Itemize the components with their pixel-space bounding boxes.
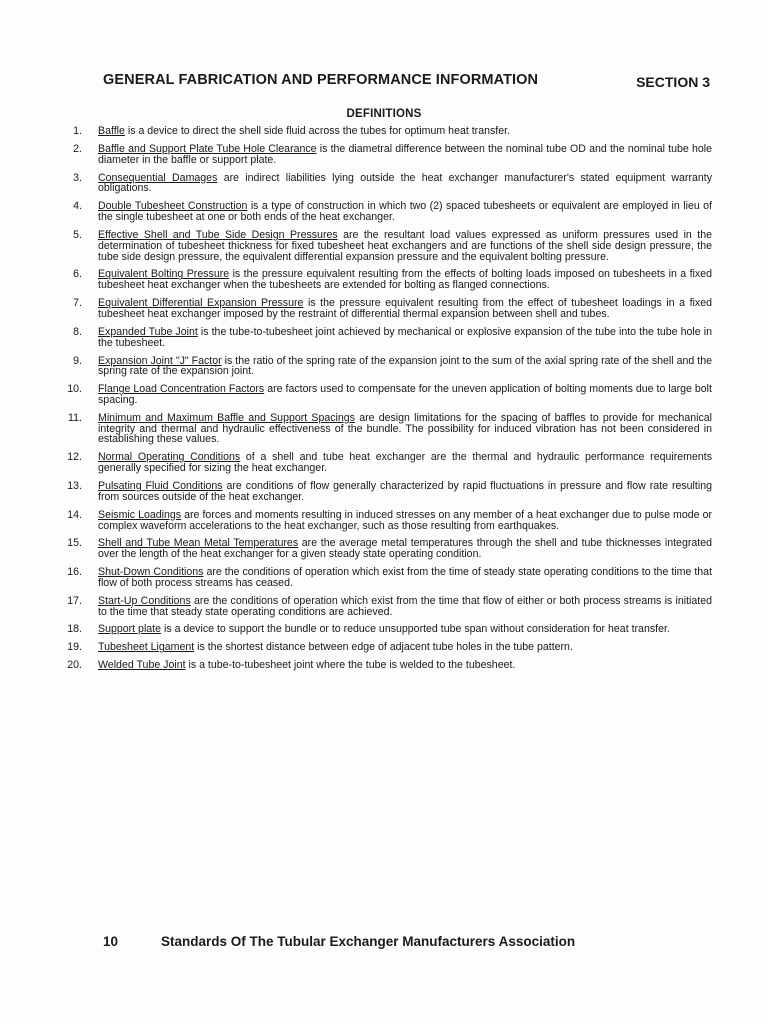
definition-item (52, 144, 712, 166)
definition-item (52, 327, 712, 349)
definition-item (52, 356, 712, 378)
definition-text: is the ratio of the spring rate of the expansion joint to the sum of the axial spring rate of the shell and the spring rate of the expansion joint. (98, 354, 712, 378)
definition-term: Effective Shell and Tube Side Design Pressures (98, 228, 338, 241)
definition-number: 18. (67, 623, 82, 636)
definition-text: are the average metal temperatures through the shell and tube thicknesses integrated over the length of the heat exchanger for a given steady state operating condition. (98, 537, 712, 561)
definition-item (52, 269, 712, 291)
definition-number: 11. (68, 411, 82, 424)
definition-item (52, 660, 712, 671)
definition-item (52, 413, 712, 445)
definition-number: 12. (67, 451, 82, 464)
definition-text: are indirect liabilities lying outside the heat exchanger manufacturer's stated equipment warranty obligations. (98, 171, 713, 195)
definition-text: are forces and moments resulting in induced stresses on any member of a heat exchanger due to pulse mode or complex waveform accelerations to the heat exchanger, such as those resulting from earthquakes. (98, 508, 712, 532)
definition-number: 17. (67, 594, 82, 607)
definition-number: 20. (67, 659, 82, 672)
definition-item (52, 126, 712, 137)
definition-number: 5. (73, 228, 82, 241)
definition-text: is the pressure equivalent resulting from the effects of bolting loads imposed on tubesheets in a fixed tubesheet heat exchanger when the tubesheets are extended for bolting as flanged connections. (98, 268, 712, 292)
definition-term: Start-Up Conditions (98, 594, 191, 607)
definition-term: Support plate (98, 623, 162, 636)
definition-text: is a device to direct the shell side fluid across the tubes for optimum heat transfer. (124, 125, 511, 137)
definitions-heading: DEFINITIONS (346, 108, 422, 120)
page-footer (103, 934, 663, 954)
definition-number: 13. (67, 480, 82, 493)
definition-number: 9. (73, 354, 82, 367)
footer-title: Standards Of The Tubular Exchanger Manufacturers Association (161, 934, 576, 949)
definition-text: are the conditions of operation which exist from the time of steady state operating conditions to the time that flow of both process streams has ceased. (98, 566, 713, 589)
definition-text: are factors used to compensate for the uneven application of bolting moments due to large bolt spacing. (98, 383, 712, 406)
definition-term: Tubesheet Ligament (98, 641, 195, 654)
definition-term: Double Tubesheet Construction (98, 200, 248, 213)
definition-term: Minimum and Maximum Baffle and Support Spacings (98, 411, 355, 424)
definition-term: Seismic Loadings (98, 508, 182, 521)
definition-number: 19. (67, 641, 82, 654)
definition-number: 1. (73, 125, 82, 137)
definition-term: Baffle and Support Plate Tube Hole Clearance (98, 142, 317, 155)
definition-term: Equivalent Bolting Pressure (98, 268, 230, 281)
definition-term: Normal Operating Conditions (98, 451, 241, 464)
definition-text: are the conditions of operation which exist from the time that flow of either or both process streams is initiated to the time that steady state operating conditions are achieved. (98, 594, 712, 618)
definition-number: 10. (67, 383, 82, 396)
definition-text: are design limitations for the spacing of baffles to provide for mechanical integrity and thermal and hydraulic effectiveness of the bundle. The possibility for induced vibration has not been considered in establishing these values. (98, 411, 712, 446)
definition-item (52, 510, 712, 532)
definition-number: 7. (73, 297, 82, 310)
definitions-list (52, 126, 712, 678)
definition-term: Flange Load Concentration Factors (98, 383, 265, 396)
definition-item (52, 230, 712, 262)
definition-number: 8. (73, 325, 82, 338)
definition-item (52, 567, 712, 589)
definition-text: is a tube-to-tubesheet joint where the tube is welded to the tubesheet. (185, 659, 516, 672)
definition-text: is the shortest distance between edge of adjacent tube holes in the tube pattern. (194, 641, 573, 654)
definition-number: 16. (67, 566, 82, 579)
definition-term: Welded Tube Joint (98, 659, 186, 672)
definition-item (52, 624, 712, 635)
definition-term: Expanded Tube Joint (98, 325, 198, 338)
definition-text: is the tube-to-tubesheet joint achieved by mechanical or explosive expansion of the tube into the tube hole in the tubesheet. (98, 325, 712, 349)
definition-text: are the resultant load values expressed as uniform pressures used in the determination of tubesheet thickness for fixed tubesheet heat exchangers and are functions of the shell side design pressure, the tube side design pressure, the equivalent differential expansion pressure and the equivalent bolting pressure. (98, 228, 712, 263)
definition-item (52, 384, 712, 406)
definition-number: 2. (73, 142, 82, 155)
definition-text: is a device to support the bundle or to reduce unsupported tube span without consideration for heat transfer. (161, 623, 670, 636)
definition-number: 14. (67, 508, 82, 521)
section-label: SECTION 3 (636, 74, 710, 90)
header-title: GENERAL FABRICATION AND PERFORMANCE INFORMATION (103, 72, 539, 88)
definition-text: of a shell and tube heat exchanger are the thermal and hydraulic performance requirements generally specified for sizing the heat exchanger. (98, 451, 712, 475)
definition-item (52, 173, 712, 195)
definition-item (52, 298, 712, 320)
page-number: 10 (103, 934, 119, 949)
definition-item (52, 452, 712, 474)
definition-number: 15. (67, 537, 82, 550)
definition-item (52, 538, 712, 560)
definition-term: Shut-Down Conditions (98, 566, 204, 579)
definition-term: Expansion Joint "J" Factor (98, 354, 222, 367)
definition-item (52, 481, 712, 503)
definition-term: Pulsating Fluid Conditions (98, 480, 223, 493)
definition-number: 3. (73, 171, 82, 184)
definition-term: Baffle (98, 125, 125, 137)
page-header (103, 72, 710, 92)
definition-item (52, 642, 712, 653)
definition-number: 6. (73, 268, 82, 281)
definition-term: Equivalent Differential Expansion Pressure (98, 297, 304, 310)
definition-text: is the diametral difference between the nominal tube OD and the nominal tube hole diameter in the baffle or support plate. (98, 142, 712, 166)
definition-term: Consequential Damages (98, 171, 218, 184)
definition-text: is the pressure equivalent resulting from the effect of tubesheet loadings in a fixed tubesheet heat exchanger imposed by the restraint of differential thermal expansion between shell and tubes. (98, 297, 712, 320)
definition-term: Shell and Tube Mean Metal Temperatures (98, 537, 299, 550)
definition-item (52, 201, 712, 223)
definition-item (52, 596, 712, 618)
definition-text: are conditions of flow generally characterized by rapid fluctuations in pressure and flow rate resulting from sources outside of the heat exchanger. (98, 480, 712, 503)
definition-text: is a type of construction in which two (2) spaced tubesheets or equivalent are employed in lieu of the single tubesheet at one or both ends of the heat exchanger. (98, 200, 712, 224)
definition-number: 4. (73, 200, 82, 213)
